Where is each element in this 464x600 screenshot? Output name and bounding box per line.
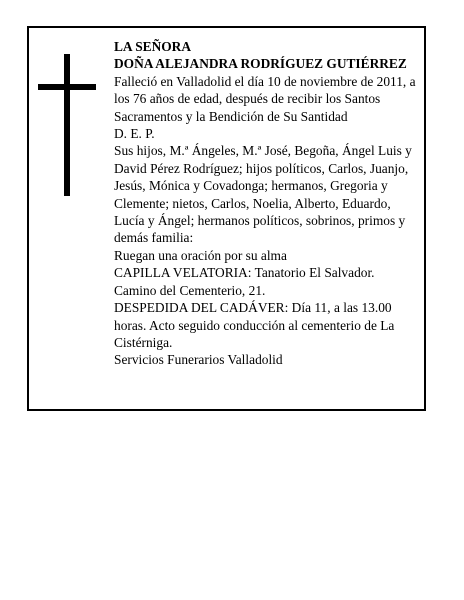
deceased-name: DOÑA ALEJANDRA RODRÍGUEZ GUTIÉRREZ xyxy=(114,56,407,72)
death-statement: Falleció en Valladolid el día 10 de noviembre de 2011, a los 76 años de edad, después de recibir los Santos Sacramentos y la Bendición de Su Santidad xyxy=(114,73,416,124)
funeral-home: Servicios Funerarios Valladolid xyxy=(114,352,283,368)
family-list: Sus hijos, M.ª Ángeles, M.ª José, Begoña, Ángel Luis y David Pérez Rodríguez; hijos políticos, Carlos, Juanjo, Jesús, Mónica y Covadonga; hermanos, Gregoria y Clemente; nietos, Carlos, Noelia, Alberto, Eduardo, Lucía y Ángel; hermanos políticos, sobrinos, primos y demás familia: xyxy=(114,143,412,246)
cross-icon xyxy=(64,54,70,196)
prayer-request: Ruegan una oración por su alma xyxy=(114,247,287,263)
chapel-info: CAPILLA VELATORIA: Tanatorio El Salvador. Camino del Cementerio, 21. xyxy=(114,265,375,298)
notice-title: LA SEÑORA xyxy=(114,39,192,54)
cross-icon-bar xyxy=(38,84,96,90)
dep-text: D. E. P. xyxy=(114,126,155,142)
farewell-info: DESPEDIDA DEL CADÁVER: Día 11, a las 13.00 horas. Acto seguido conducción al cementerio de La Cistérniga. xyxy=(114,300,395,350)
obituary-text xyxy=(114,38,420,369)
